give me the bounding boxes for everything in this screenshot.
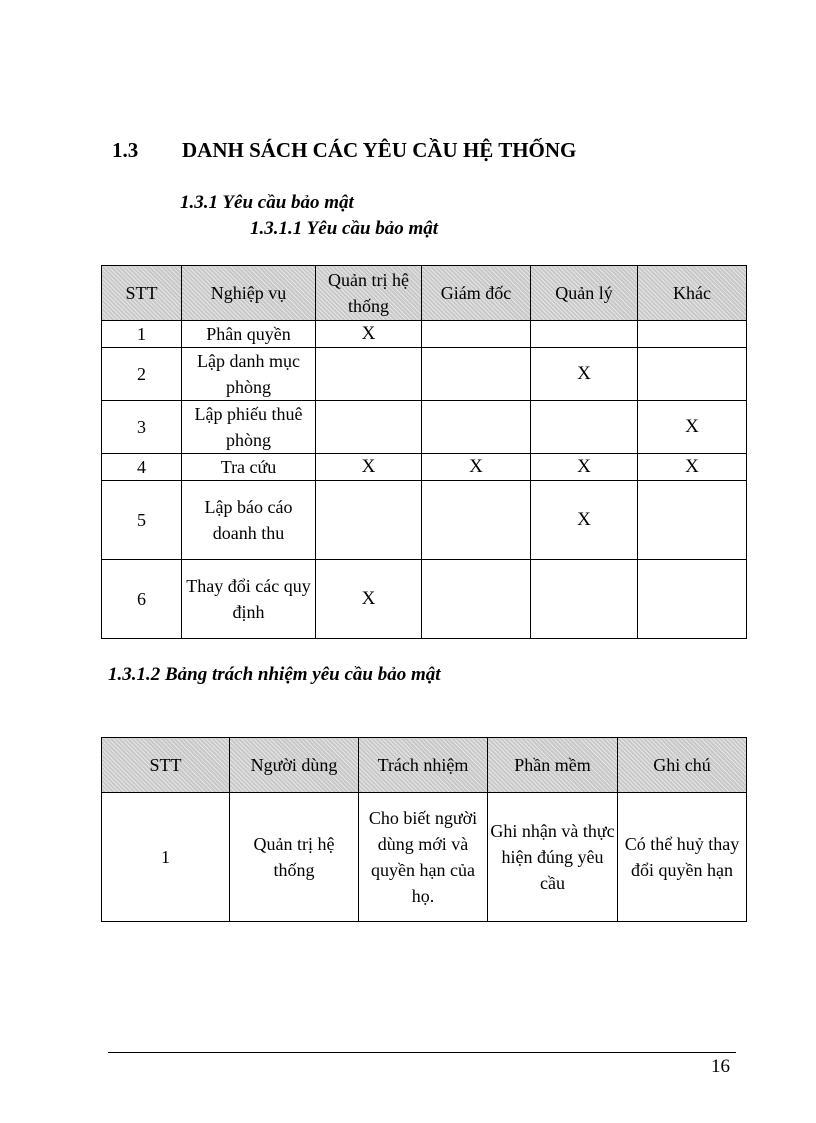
task-cell: Phân quyền: [182, 321, 316, 348]
header-cell: Quản lý: [531, 266, 638, 321]
table-row: [102, 348, 747, 401]
header-cell: Giám đốc: [422, 266, 531, 321]
section-heading: [112, 138, 576, 163]
director-cell: [422, 481, 531, 560]
table-row: [102, 481, 747, 560]
admin-cell: [316, 481, 422, 560]
header-cell: STT: [102, 738, 230, 793]
manager-cell: X: [531, 348, 638, 401]
other-cell: [638, 560, 747, 639]
other-cell: [638, 481, 747, 560]
table-header-row: [102, 738, 747, 793]
admin-cell: [316, 348, 422, 401]
director-cell: [422, 401, 531, 454]
director-cell: [422, 560, 531, 639]
stt-cell: 3: [102, 401, 182, 454]
header-cell: Quản trị hệ thống: [316, 266, 422, 321]
section-title: DANH SÁCH CÁC YÊU CẦU HỆ THỐNG: [182, 138, 577, 162]
header-cell: Trách nhiệm: [359, 738, 488, 793]
manager-cell: [531, 560, 638, 639]
stt-cell: 5: [102, 481, 182, 560]
task-cell: Lập danh mục phòng: [182, 348, 316, 401]
other-cell: X: [638, 401, 747, 454]
stt-cell: 1: [102, 321, 182, 348]
other-cell: X: [638, 454, 747, 481]
header-cell: Ghi chú: [618, 738, 747, 793]
table-row: [102, 560, 747, 639]
header-cell: Phần mềm: [488, 738, 618, 793]
manager-cell: [531, 321, 638, 348]
subsubsection2-title: 1.3.1.2 Bảng trách nhiệm yêu cầu bảo mật: [108, 664, 441, 685]
director-cell: X: [422, 454, 531, 481]
security-requirements-table: [101, 265, 747, 639]
footer-divider: [108, 1052, 736, 1053]
director-cell: [422, 348, 531, 401]
other-cell: [638, 321, 747, 348]
admin-cell: X: [316, 560, 422, 639]
header-cell: Khác: [638, 266, 747, 321]
table-row: [102, 793, 747, 922]
task-cell: Thay đổi các quy định: [182, 560, 316, 639]
manager-cell: X: [531, 454, 638, 481]
admin-cell: X: [316, 321, 422, 348]
task-cell: Lập báo cáo doanh thu: [182, 481, 316, 560]
table-row: [102, 401, 747, 454]
software-cell: Ghi nhận và thực hiện đúng yêu cầu: [488, 793, 618, 922]
table-header-row: [102, 266, 747, 321]
stt-cell: 1: [102, 793, 230, 922]
responsibility-cell: Cho biết người dùng mới và quyền hạn của họ.: [359, 793, 488, 922]
stt-cell: 4: [102, 454, 182, 481]
user-cell: Quản trị hệ thống: [230, 793, 359, 922]
director-cell: [422, 321, 531, 348]
task-cell: Tra cứu: [182, 454, 316, 481]
table-row: [102, 454, 747, 481]
header-cell: Nghiệp vụ: [182, 266, 316, 321]
manager-cell: [531, 401, 638, 454]
section-number: 1.3: [112, 138, 139, 162]
page-number: 16: [711, 1056, 730, 1077]
table-row: [102, 321, 747, 348]
admin-cell: X: [316, 454, 422, 481]
subsubsection1-title: 1.3.1.1 Yêu cầu bảo mật: [250, 218, 439, 239]
header-cell: STT: [102, 266, 182, 321]
header-cell: Người dùng: [230, 738, 359, 793]
responsibility-table: [101, 737, 747, 922]
task-cell: Lập phiếu thuê phòng: [182, 401, 316, 454]
subsection-title: 1.3.1 Yêu cầu bảo mật: [180, 192, 354, 213]
admin-cell: [316, 401, 422, 454]
other-cell: [638, 348, 747, 401]
stt-cell: 2: [102, 348, 182, 401]
manager-cell: X: [531, 481, 638, 560]
stt-cell: 6: [102, 560, 182, 639]
note-cell: Có thể huỷ thay đổi quyền hạn: [618, 793, 747, 922]
